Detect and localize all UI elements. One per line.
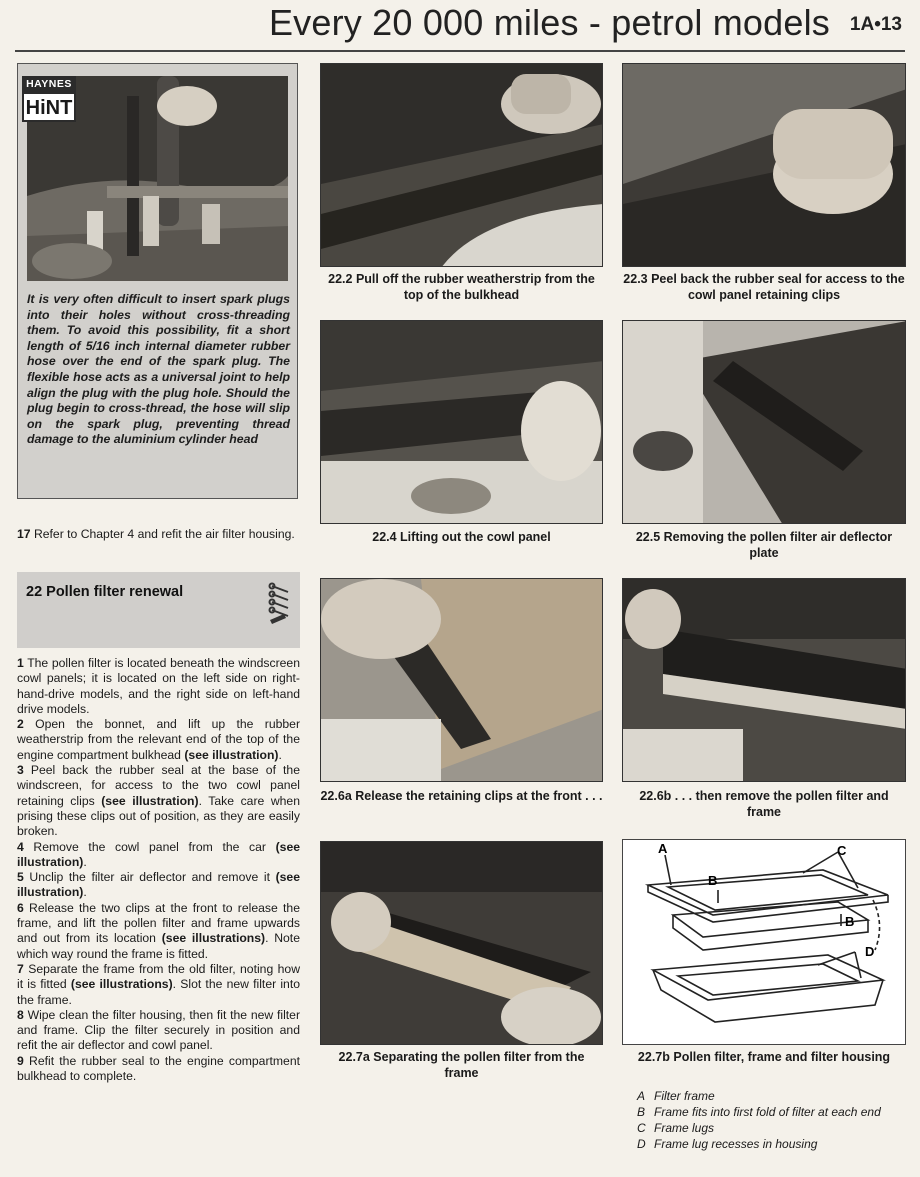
legend-key: A [637, 1089, 646, 1103]
caption-22-4: 22.4 Lifting out the cowl panel [372, 530, 551, 544]
step-text-after: . [83, 885, 87, 900]
step-8 [17, 1008, 300, 1054]
legend-item [637, 1136, 907, 1152]
step-text: Remove the cowl panel from the car [33, 839, 266, 854]
legend-text: Frame fits into first fold of filter at each end [654, 1105, 881, 1119]
photo-22-4 [320, 320, 603, 524]
step-17-text: Refer to Chapter 4 and refit the air filter housing. [33, 527, 295, 541]
diagram-label-c: C [837, 843, 847, 858]
step-17 [17, 527, 300, 542]
step-text-after: . [83, 854, 87, 869]
step-text: Open the bonnet, and lift up the rubber weatherstrip from the relevant end of the top of the engine compartment bulkhead [17, 717, 301, 762]
legend-item [637, 1120, 907, 1136]
caption-22-6b: 22.6b . . . then remove the pollen filter and frame [639, 789, 889, 819]
step-number: 8 [17, 1007, 24, 1022]
hint-logo-top-text: HAYNES [22, 76, 76, 92]
diagram-label-b1: B [708, 873, 718, 888]
see-illustration-ref: (see illustration) [17, 870, 300, 900]
steps-list [17, 656, 300, 1084]
step-6 [17, 901, 300, 962]
legend-text: Filter frame [654, 1089, 715, 1103]
see-illustration-ref: (see illustrations) [161, 931, 266, 946]
diagram-22-7b [622, 839, 906, 1045]
haynes-hint-box [17, 63, 298, 499]
photo-22-7a [320, 841, 603, 1045]
caption-22-6a: 22.6a Release the retaining clips at the front . . . [320, 789, 603, 803]
step-number: 9 [17, 1053, 24, 1068]
caption-22-7a: 22.7a Separating the pollen filter from the frame [338, 1050, 585, 1080]
hint-logo-bottom-text: HiNT [22, 92, 76, 122]
legend-item [637, 1104, 907, 1120]
step-text-after: . Take care when prising these clips out of position, as they are easily broken. [17, 793, 300, 839]
see-illustration-ref: (see illustration) [17, 839, 301, 869]
step-text: Peel back the rubber seal at the base of the windscreen, for access to the two cowl panel retaining clips [17, 763, 300, 808]
caption-22-5: 22.5 Removing the pollen filter air deflector plate [635, 530, 893, 560]
photo-22-2 [320, 63, 603, 267]
step-text: Unclip the filter air deflector and remove it [29, 870, 270, 885]
photo-22-5 [622, 320, 906, 524]
step-7 [17, 962, 300, 1008]
step-number: 2 [17, 717, 24, 732]
step-1 [17, 656, 300, 717]
step-text: Wipe clean the filter housing, then fit the new filter and frame. Clip the filter securely in position and refit the air deflector and cowl panel. [17, 1007, 300, 1053]
see-illustration-ref: (see illustration) [184, 747, 279, 762]
section-header [17, 572, 300, 648]
step-text: Separate the frame from the old filter, noting how it is fitted [17, 961, 300, 992]
wrench-difficulty-icon [266, 582, 294, 626]
step-9 [17, 1054, 300, 1085]
step-5 [17, 870, 300, 901]
see-illustration-ref: (see illustration) [101, 793, 199, 808]
legend-key: B [637, 1105, 646, 1119]
photo-22-6b [622, 578, 906, 782]
step-number: 1 [17, 656, 24, 670]
step-number: 6 [17, 900, 24, 915]
step-17-number: 17 [17, 527, 31, 541]
caption-22-2: 22.2 Pull off the rubber weatherstrip from the top of the bulkhead [328, 272, 595, 302]
caption-22-7b: 22.7b Pollen filter, frame and filter housing [637, 1050, 891, 1064]
page-title: Every 20 000 miles - petrol models [268, 2, 830, 43]
step-text: The pollen filter is located beneath the windscreen cowl panels; it is located on the left side on right-hand-drive models, and the right side on left-hand drive models. [17, 656, 300, 716]
legend-text: Frame lug recesses in housing [654, 1137, 818, 1151]
see-illustration-ref: (see illustrations) [70, 977, 173, 992]
section-title: 22 Pollen filter renewal [26, 584, 184, 600]
photo-22-6a [320, 578, 603, 782]
step-number: 3 [17, 763, 24, 778]
step-text: Refit the rubber seal to the engine compartment bulkhead to complete. [17, 1053, 300, 1084]
legend-item [637, 1088, 907, 1104]
step-4 [17, 840, 300, 871]
header-rule [15, 50, 905, 52]
photo-22-3 [622, 63, 906, 267]
hint-text: It is very often difficult to insert spark plugs into their holes without cross-threading them. To avoid this possibility, fit a short length of 5/16 inch internal diameter rubber hose over the end of the spark plug. The flexible hose acts as a universal joint to help align the plug with the plug hole. Should the plug begin to cross-thread, the hose will slip on the spark plug, preventing thread damage to the aluminium cylinder head [27, 292, 290, 447]
legend-key: D [637, 1137, 646, 1151]
step-2 [17, 717, 300, 763]
haynes-hint-logo [22, 76, 76, 124]
diagram-label-a: A [658, 841, 668, 856]
caption-22-3: 22.3 Peel back the rubber seal for access to the cowl panel retaining clips [623, 272, 905, 302]
page-number: 1A•13 [849, 14, 902, 35]
diagram-label-d: D [865, 944, 875, 959]
step-text-after: . Slot the new filter into the frame. [17, 977, 301, 1007]
step-number: 7 [17, 961, 24, 976]
legend-text: Frame lugs [654, 1121, 715, 1135]
step-text: Release the two clips at the front to release the frame, and lift the pollen filter and frame upwards and out from its location [17, 900, 300, 946]
legend-key: C [637, 1121, 646, 1135]
step-number: 5 [17, 870, 24, 885]
step-number: 4 [17, 839, 24, 854]
step-text-after: . Note which way round the frame is fitted. [17, 931, 300, 961]
diagram-label-b2: B [845, 914, 855, 929]
diagram-legend [637, 1088, 907, 1152]
step-text-after: . [278, 747, 282, 762]
step-3 [17, 763, 300, 839]
